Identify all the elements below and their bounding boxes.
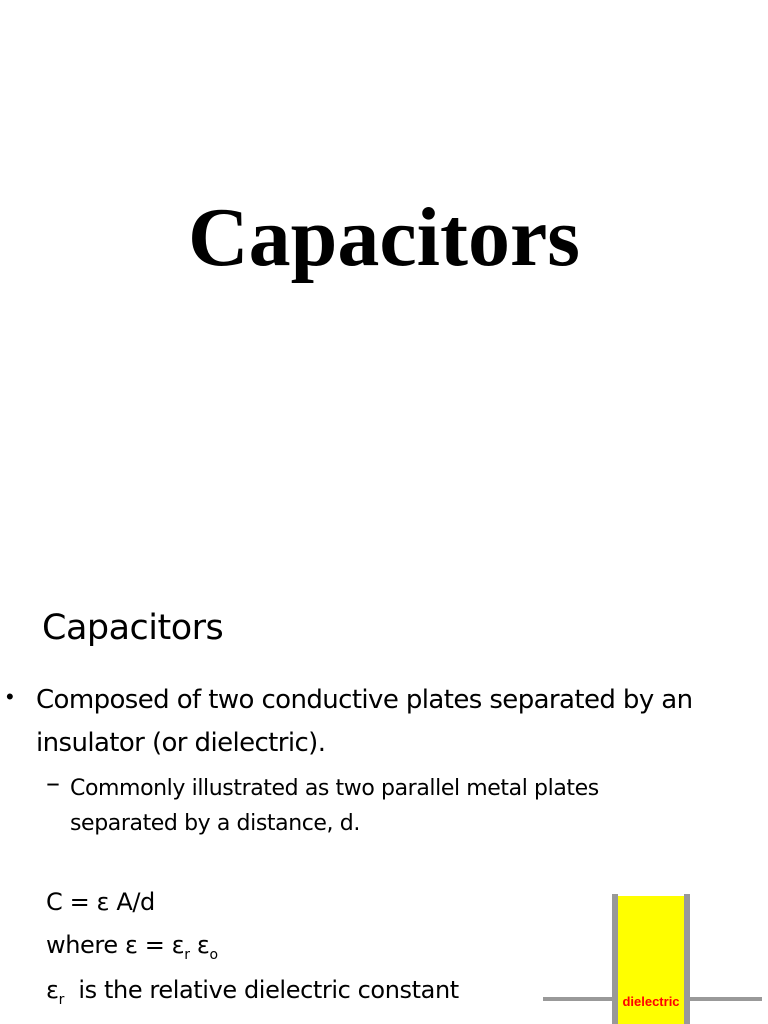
sub-bullet-text: Commonly illustrated as two parallel metal plates separated by a distance, d. [70,776,599,836]
right-plate [684,894,690,1024]
dielectric-label: dielectric [622,994,680,1009]
left-plate [612,894,618,1024]
bullet-icon: • [6,684,14,709]
relative-dielectric-symbol: ε [46,976,59,1004]
permittivity-subscript-r: r [184,947,190,963]
left-wire [543,997,613,1001]
relative-dielectric-note [46,976,459,1008]
right-wire [690,997,762,1001]
permittivity-formula [46,931,218,963]
capacitance-formula: C = ε A/d [46,888,155,916]
capacitor-diagram [540,894,768,1024]
bullet-text: Composed of two conductive plates separated by an insulator (or dielectric). [36,685,693,758]
relative-dielectric-subscript: r [58,992,64,1008]
relative-dielectric-text: is the relative dielectric constant [63,976,459,1004]
slide-2-title: Capacitors [42,608,224,648]
slide-2 [0,576,768,1024]
permittivity-subscript-o: o [209,947,218,963]
permittivity-formula-mid: ε [189,931,210,959]
permittivity-formula-prefix: where ε = ε [46,931,185,959]
slide-1-title: Capacitors [188,191,580,284]
dash-icon: – [46,766,60,799]
